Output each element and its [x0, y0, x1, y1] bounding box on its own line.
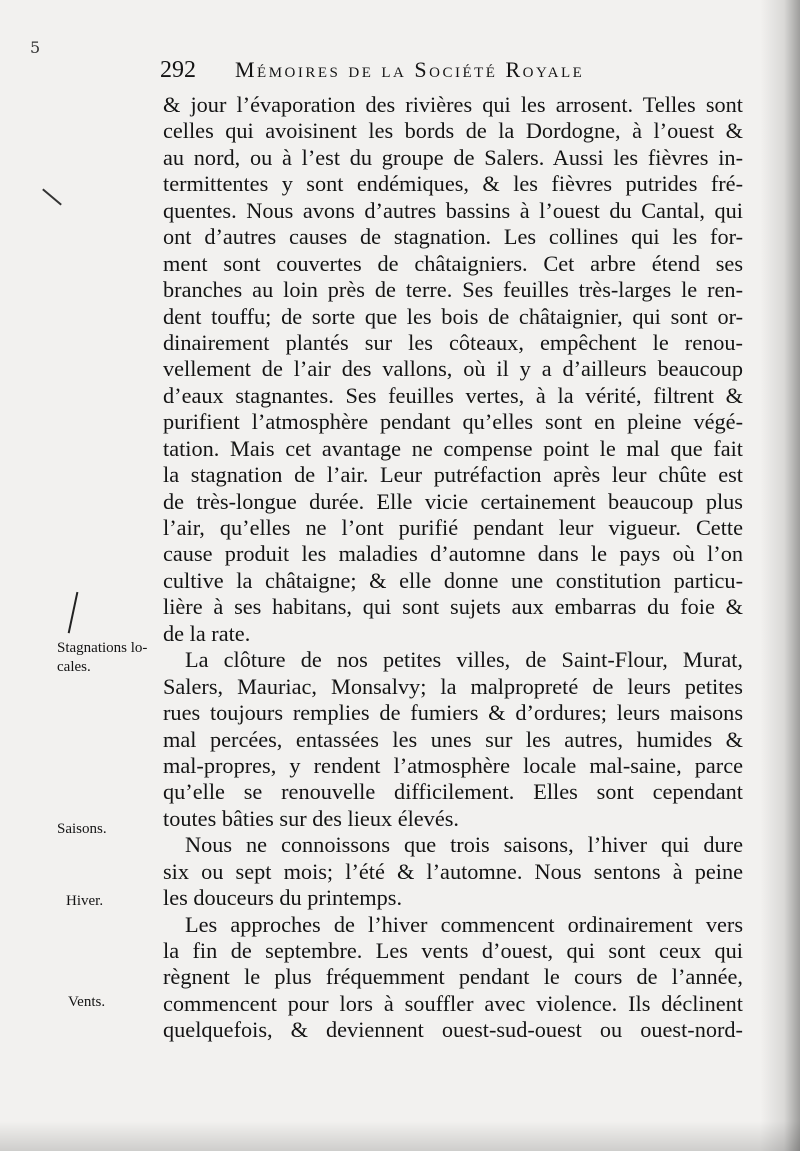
text-line: les douceurs du printemps. — [163, 885, 403, 911]
text-line: toutes bâties sur des lieux élevés. — [163, 805, 459, 831]
margin-note-vents: Vents. — [68, 994, 106, 1010]
text-line: Nous ne connoissons que trois saisons, l’hiver qui dure — [185, 832, 743, 858]
text-line: branches au loin près de terre. Ses feuilles très-larges le ren- — [163, 277, 743, 303]
text-line: Les approches de l’hiver commencent ordinairement vers — [185, 911, 743, 937]
text-line: la stagnation de l’air. Leur putréfaction après leur chûte est — [163, 462, 743, 488]
text-line: au nord, ou à l’est du groupe de Salers. Aussi les fièvres in- — [163, 144, 743, 170]
margin-note-stagnations-cont: cales. — [57, 659, 91, 675]
text-line: quelquefois, & deviennent ouest-sud-ouest ou ouest-nord- — [163, 1017, 743, 1043]
text-line: ment sont couvertes de châtaigniers. Cet arbre étend ses — [163, 250, 743, 276]
corner-mark: 5 — [30, 38, 41, 57]
margin-note-saisons: Saisons. — [57, 821, 107, 837]
text-line: ont d’autres causes de stagnation. Les collines qui les for- — [163, 224, 743, 250]
text-line: Salers, Mauriac, Monsalvy; la malpropreté de leurs petites — [163, 673, 743, 699]
text-line: mal percées, entassées les unes sur les autres, humides & — [163, 726, 743, 752]
text-line: cause produit les maladies d’automne dans le pays où l’on — [163, 541, 743, 567]
text-line: règnent le plus fréquemment pendant le cours de l’année, — [163, 964, 743, 990]
text-line: & jour l’évaporation des rivières qui les arrosent. Telles sont — [163, 92, 743, 117]
text-line: vellement de l’air des vallons, où il y a d’ailleurs beaucoup — [163, 356, 743, 382]
text-line: quentes. Nous avons d’autres bassins à l’ouest du Cantal, qui — [163, 197, 743, 223]
text-line: qu’elle se renouvelle difficilement. Elles sont cependant — [163, 779, 743, 805]
text-line: purifient l’atmosphère pendant qu’elles sont en pleine végé- — [163, 409, 743, 435]
text-line: celles qui avoisinent les bords de la Dordogne, à l’ouest & — [163, 118, 743, 144]
text-line: commencent pour lors à souffler avec violence. Ils déclinent — [163, 990, 743, 1016]
text-line: tation. Mais cet avantage ne compense point le mal que fait — [163, 435, 743, 461]
text-line: dent touffu; de sorte que les bois de châtaignier, qui sont or- — [163, 303, 743, 329]
text-line: la fin de septembre. Les vents d’ouest, qui sont ceux qui — [163, 938, 743, 963]
text-line: termittentes y sont endémiques, & les fièvres putrides fré- — [163, 171, 743, 197]
text-line: mal-propres, y rendent l’atmosphère locale mal-saine, parce — [163, 752, 743, 778]
running-title: Mémoires de la Société Royale — [235, 57, 585, 82]
page-edge-shadow — [760, 0, 800, 1151]
text-line: d’eaux stagnantes. Ses feuilles vertes, à la vérité, filtrent & — [163, 382, 743, 408]
text-line: l’air, qu’elles ne l’ont purifié pendant leur vigueur. Cette — [163, 515, 743, 540]
text-line: six ou sept mois; l’été & l’automne. Nous sentons à peine — [163, 858, 743, 884]
page-header — [160, 55, 720, 91]
margin-note-stagnations: Stagnations lo- — [57, 640, 148, 656]
text-line: cultive la châtaigne; & elle donne une constitution particu- — [163, 567, 743, 593]
page-number: 292 — [160, 57, 196, 83]
body-text — [163, 92, 743, 1044]
text-line: lière à ses habitans, qui sont sujets aux embarras du foie & — [163, 594, 743, 620]
margin-notes — [0, 0, 160, 1151]
text-line: de très-longue durée. Elle vicie certainement beaucoup plus — [163, 488, 743, 514]
text-line: de la rate. — [163, 620, 251, 646]
text-line: dinairement plantés sur les côteaux, empêchent le renou- — [163, 329, 743, 355]
margin-note-hiver: Hiver. — [66, 893, 104, 909]
text-line: rues toujours remplies de fumiers & d’ordures; leurs maisons — [163, 700, 743, 726]
text-line: La clôture de nos petites villes, de Saint-Flour, Murat, — [185, 647, 743, 673]
